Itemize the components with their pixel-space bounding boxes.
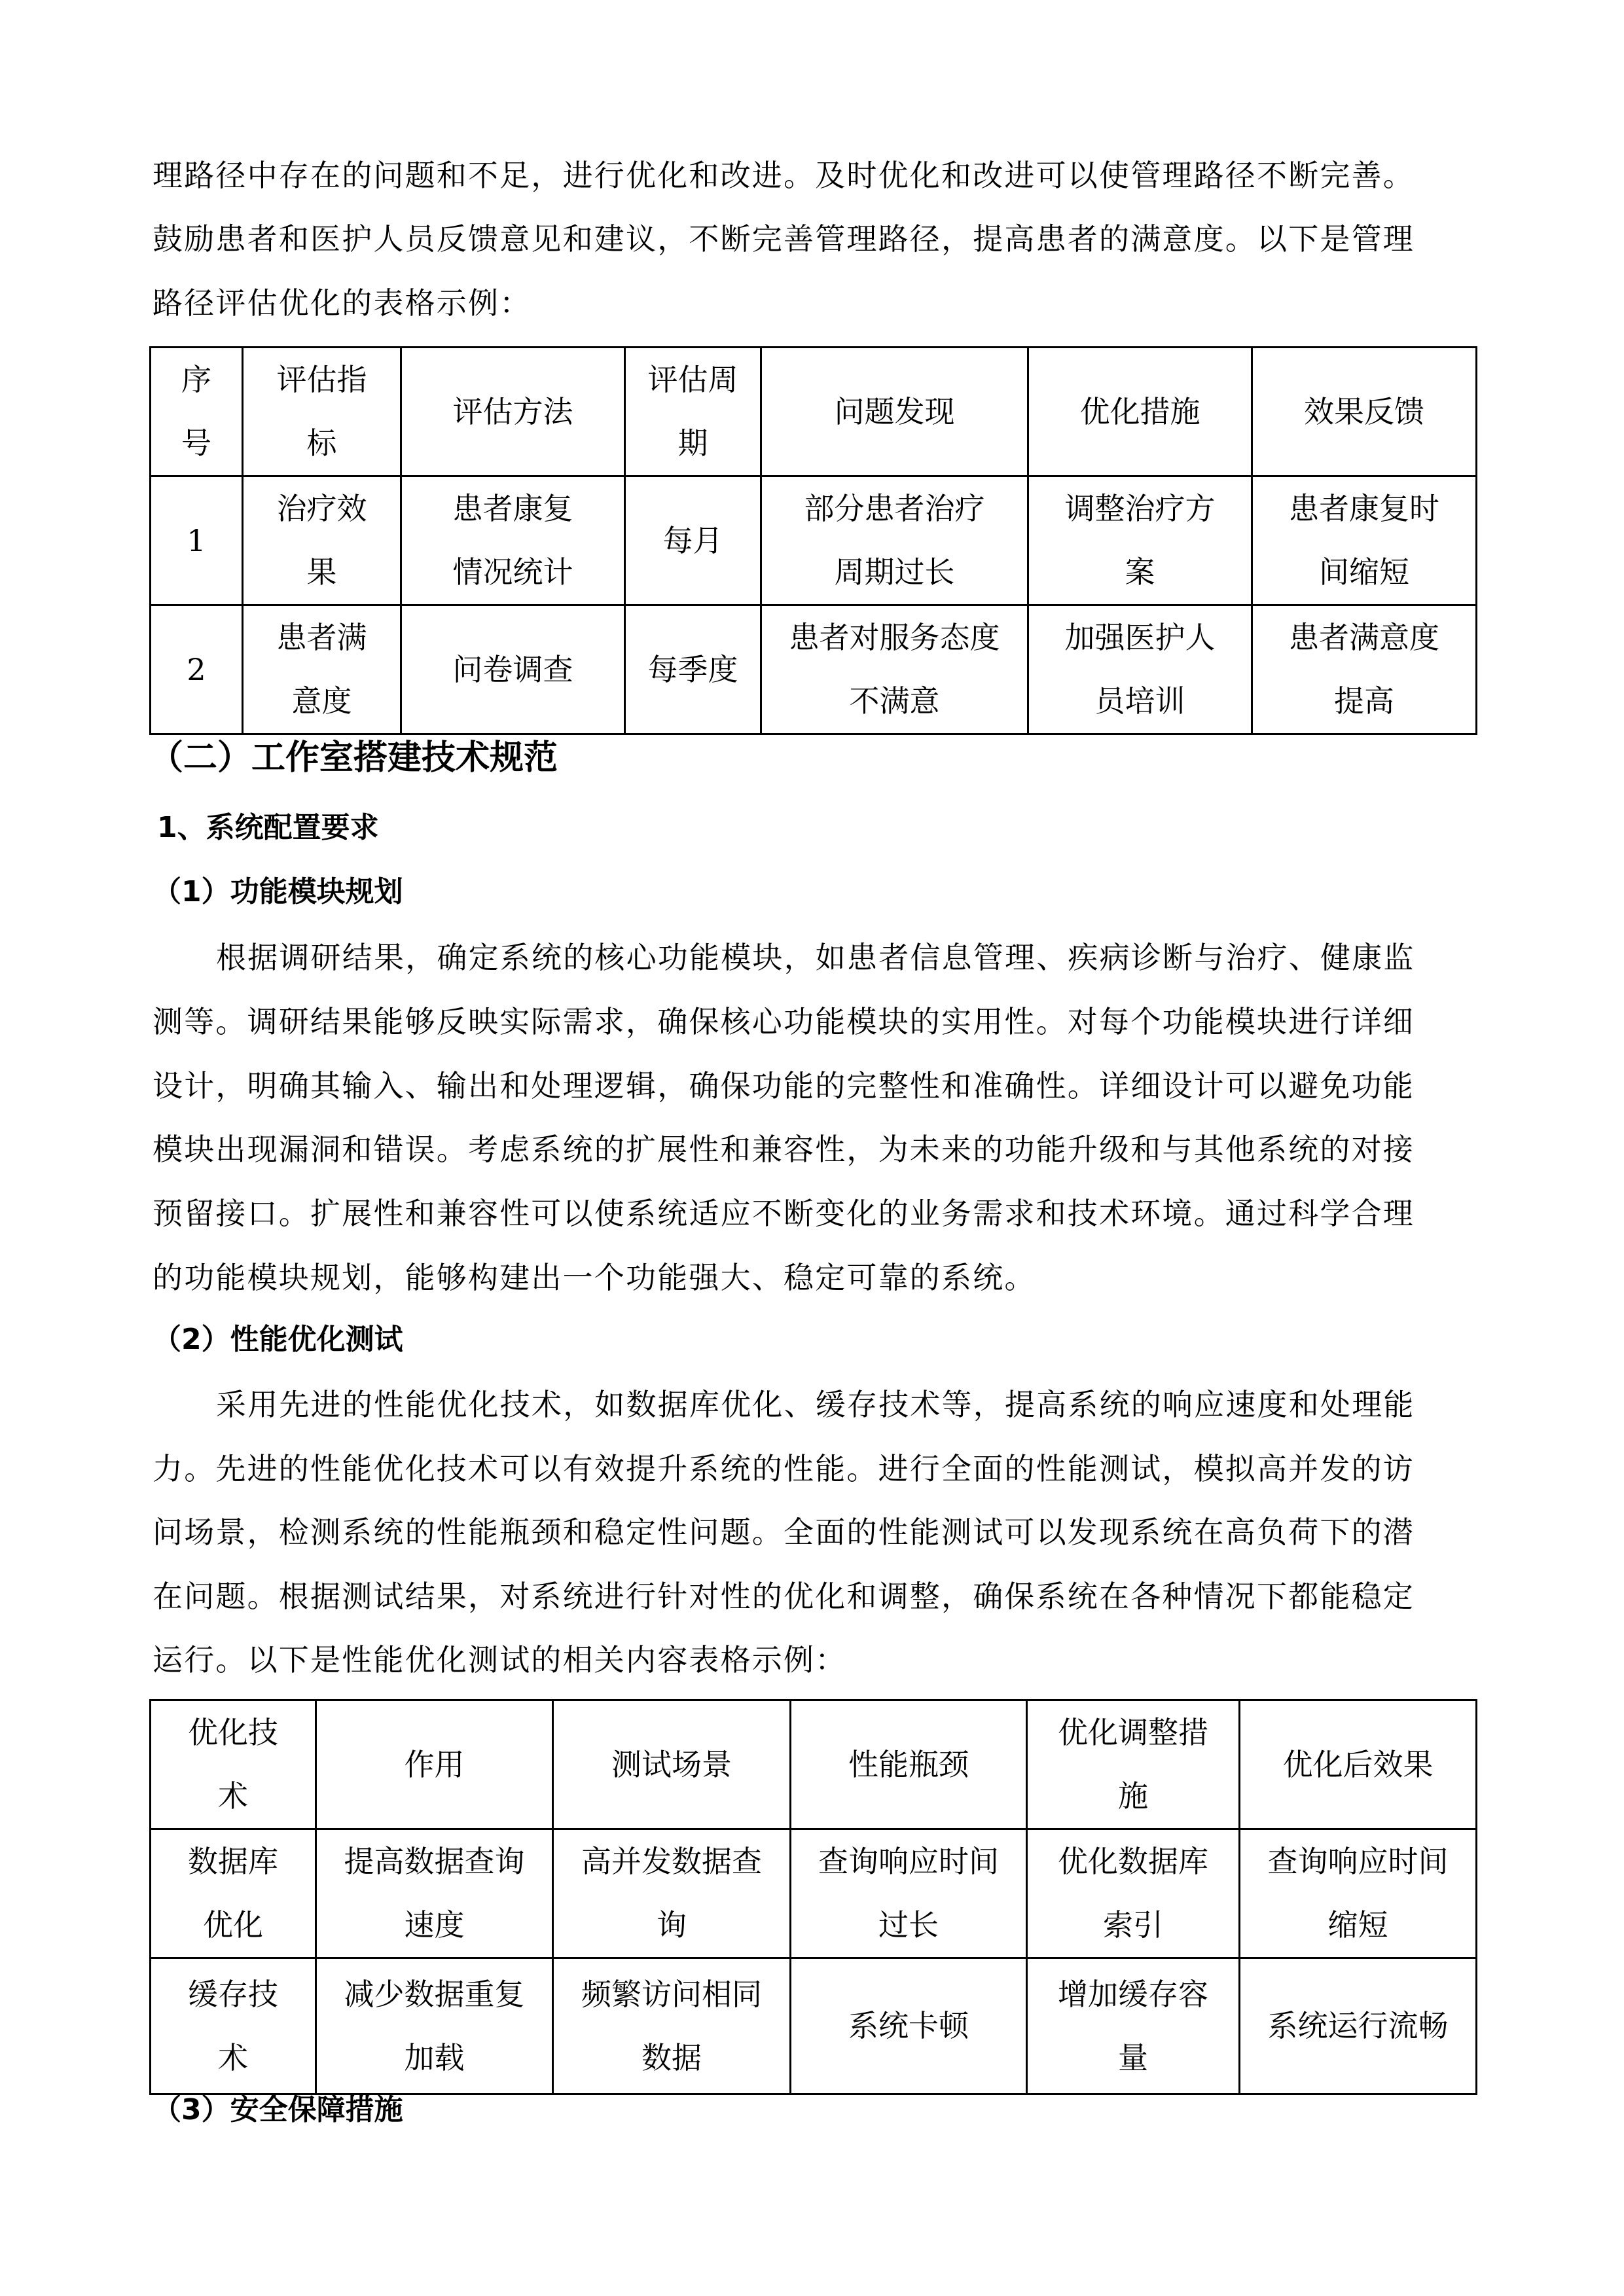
header-cell: 性能瓶颈 — [791, 1700, 1027, 1829]
table-cell: 查询响应时间过长 — [791, 1829, 1027, 1958]
paragraph-line: 在问题。根据测试结果，对系统进行针对性的优化和调整，确保系统在各种情况下都能稳定 — [153, 1579, 1415, 1614]
header-cell: 优化调整措施 — [1027, 1700, 1240, 1829]
table-cell: 患者满意度 — [243, 605, 401, 734]
table-cell: 调整治疗方案 — [1028, 476, 1252, 605]
header-cell: 测试场景 — [553, 1700, 791, 1829]
paragraph-line: 鼓励患者和医护人员反馈意见和建议，不断完善管理路径，提高患者的满意度。以下是管理 — [153, 221, 1415, 257]
table-cell: 高并发数据查询 — [553, 1829, 791, 1958]
evaluation-table — [149, 346, 1477, 735]
table-row — [151, 1829, 1477, 1958]
header-cell: 作用 — [316, 1700, 553, 1829]
header-cell: 效果反馈 — [1252, 348, 1477, 476]
table-cell: 治疗效果 — [243, 476, 401, 605]
table-cell: 患者康复情况统计 — [401, 476, 625, 605]
paragraph-line: 力。先进的性能优化技术可以有效提升系统的性能。进行全面的性能测试，模拟高并发的访 — [153, 1451, 1415, 1486]
performance-table — [149, 1699, 1477, 2095]
table-cell: 优化数据库索引 — [1027, 1829, 1240, 1958]
table-cell: 问卷调查 — [401, 605, 625, 734]
header-cell: 优化后效果 — [1240, 1700, 1477, 1829]
table-cell: 每季度 — [625, 605, 761, 734]
table-cell: 1 — [151, 476, 243, 605]
subsection-heading: 1、系统配置要求 — [157, 811, 379, 844]
header-cell: 优化措施 — [1028, 348, 1252, 476]
table-cell: 部分患者治疗周期过长 — [761, 476, 1028, 605]
subsection-heading: （1）功能模块规划 — [153, 875, 403, 908]
paragraph-line: 设计，明确其输入、输出和处理逻辑，确保功能的完整性和准确性。详细设计可以避免功能 — [153, 1068, 1415, 1103]
paragraph-line: 采用先进的性能优化技术，如数据库优化、缓存技术等，提高系统的响应速度和处理能 — [216, 1387, 1415, 1422]
paragraph-line: 测等。调研结果能够反映实际需求，确保核心功能模块的实用性。对每个功能模块进行详细 — [153, 1004, 1415, 1039]
table-cell: 数据库优化 — [151, 1829, 316, 1958]
paragraph-line: 运行。以下是性能优化测试的相关内容表格示例： — [153, 1642, 847, 1677]
paragraph-line: 路径评估优化的表格示例： — [153, 285, 532, 321]
table-cell: 患者对服务态度不满意 — [761, 605, 1028, 734]
paragraph-line: 根据调研结果，确定系统的核心功能模块，如患者信息管理、疾病诊断与治疗、健康监 — [216, 940, 1415, 975]
table-row — [151, 605, 1477, 734]
table-header-row — [151, 348, 1477, 476]
table-row — [151, 476, 1477, 605]
table-cell: 系统运行流畅 — [1240, 1958, 1477, 2094]
table-cell: 每月 — [625, 476, 761, 605]
table-header-row — [151, 1700, 1477, 1829]
table-cell: 患者满意度提高 — [1252, 605, 1477, 734]
table-cell: 查询响应时间缩短 — [1240, 1829, 1477, 1958]
header-cell: 优化技术 — [151, 1700, 316, 1829]
section-heading: （二）工作室搭建技术规范 — [149, 738, 558, 778]
header-cell: 问题发现 — [761, 348, 1028, 476]
paragraph-line: 预留接口。扩展性和兼容性可以使系统适应不断变化的业务需求和技术环境。通过科学合理 — [153, 1196, 1415, 1231]
table-row — [151, 1958, 1477, 2094]
table-cell: 提高数据查询速度 — [316, 1829, 553, 1958]
paragraph-line: 问场景，检测系统的性能瓶颈和稳定性问题。全面的性能测试可以发现系统在高负荷下的潜 — [153, 1515, 1415, 1550]
table-cell: 缓存技术 — [151, 1958, 316, 2094]
paragraph-line: 模块出现漏洞和错误。考虑系统的扩展性和兼容性，为未来的功能升级和与其他系统的对接 — [153, 1132, 1415, 1167]
header-cell: 序号 — [151, 348, 243, 476]
subsection-heading: （3）安全保障措施 — [153, 2093, 403, 2126]
table-cell: 加强医护人员培训 — [1028, 605, 1252, 734]
subsection-heading: （2）性能优化测试 — [153, 1323, 403, 1356]
table-cell: 减少数据重复加载 — [316, 1958, 553, 2094]
header-cell: 评估方法 — [401, 348, 625, 476]
header-cell: 评估周期 — [625, 348, 761, 476]
table-cell: 2 — [151, 605, 243, 734]
table-cell: 频繁访问相同数据 — [553, 1958, 791, 2094]
paragraph-line: 理路径中存在的问题和不足，进行优化和改进。及时优化和改进可以使管理路径不断完善。 — [153, 158, 1415, 193]
header-cell: 评估指标 — [243, 348, 401, 476]
table-cell: 患者康复时间缩短 — [1252, 476, 1477, 605]
table-cell: 系统卡顿 — [791, 1958, 1027, 2094]
table-cell: 增加缓存容量 — [1027, 1958, 1240, 2094]
paragraph-line: 的功能模块规划，能够构建出一个功能强大、稳定可靠的系统。 — [153, 1260, 1036, 1295]
